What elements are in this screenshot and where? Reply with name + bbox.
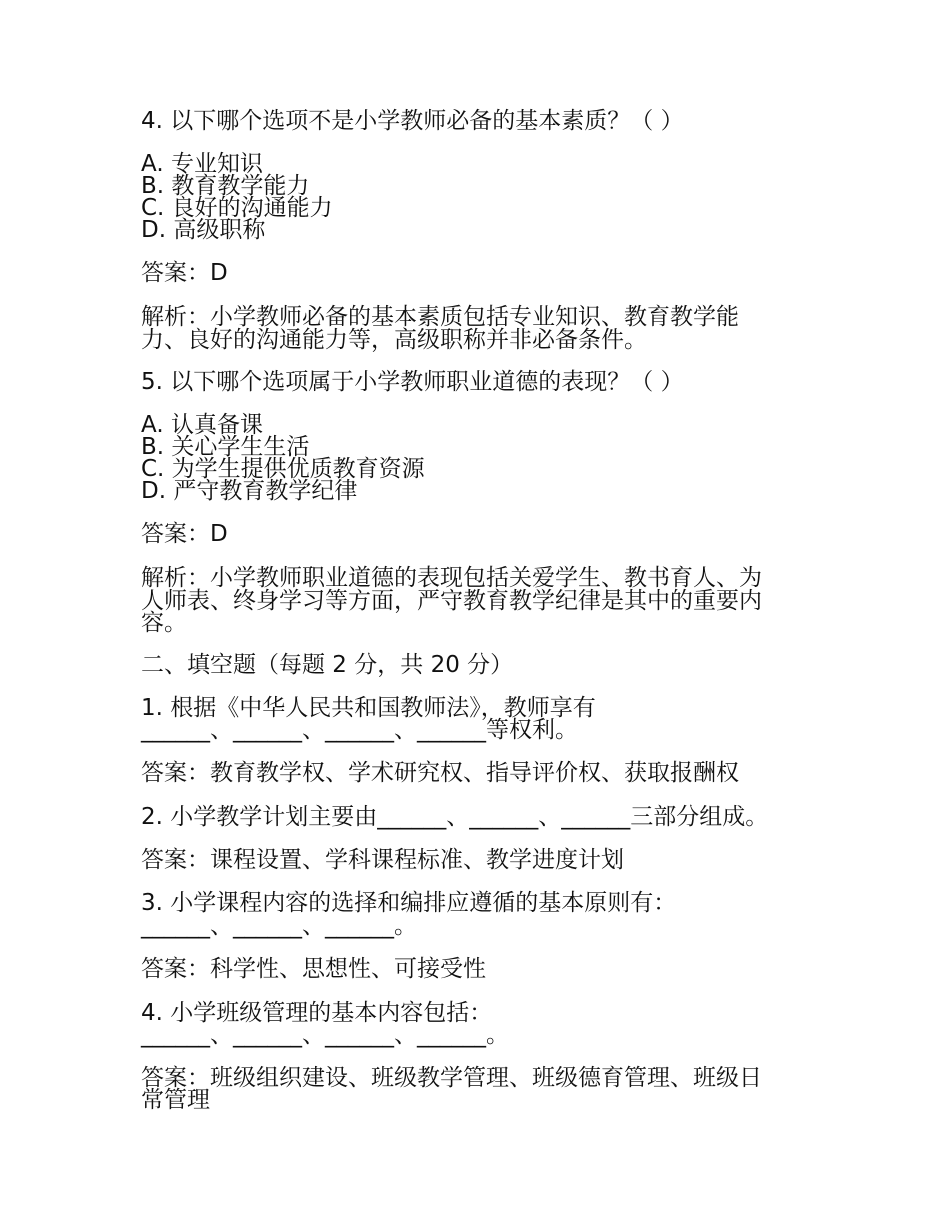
fill-3-line-1: 3. 小学课程内容的选择和编排应遵循的基本原则有： <box>141 890 677 916</box>
q4-option-a: A. 专业知识 <box>141 151 263 177</box>
fill-4-line-1: 4. 小学班级管理的基本内容包括： <box>141 1000 493 1026</box>
fill-1-answer: 答案：教育教学权、学术研究权、指导评价权、获取报酬权 <box>141 760 739 786</box>
q5-analysis-line-3: 容。 <box>141 610 187 636</box>
fill-4-answer-line-1: 答案：班级组织建设、班级教学管理、班级德育管理、班级日 <box>141 1065 762 1091</box>
question-4-text: 4. 以下哪个选项不是小学教师必备的基本素质？（ ） <box>141 108 684 134</box>
q4-option-b: B. 教育教学能力 <box>141 173 310 199</box>
q5-answer: 答案：D <box>141 521 228 547</box>
section-heading: 二、填空题（每题 2 分，共 20 分） <box>141 652 514 678</box>
q5-analysis-line-1: 解析：小学教师职业道德的表现包括关爱学生、教书育人、为 <box>141 565 762 591</box>
fill-1-line-2: ______、______、______、______等权利。 <box>141 717 578 743</box>
fill-2-line-1: 2. 小学教学计划主要由______、______、______三部分组成。 <box>141 804 769 830</box>
fill-1-line-1: 1. 根据《中华人民共和国教师法》，教师享有 <box>141 695 596 721</box>
q4-answer: 答案：D <box>141 260 228 286</box>
fill-4-answer-line-2: 常管理 <box>141 1087 210 1113</box>
q5-option-d: D. 严守教育教学纪律 <box>141 478 358 504</box>
q4-analysis-line-1: 解析：小学教师必备的基本素质包括专业知识、教育教学能 <box>141 304 739 330</box>
q4-analysis-line-2: 力、良好的沟通能力等，高级职称并非必备条件。 <box>141 327 647 353</box>
q5-option-b: B. 关心学生生活 <box>141 434 310 460</box>
q5-option-a: A. 认真备课 <box>141 412 263 438</box>
fill-3-answer: 答案：科学性、思想性、可接受性 <box>141 956 486 982</box>
fill-2-answer: 答案：课程设置、学科课程标准、教学进度计划 <box>141 847 624 873</box>
fill-3-line-2: ______、______、______。 <box>141 913 417 939</box>
q5-option-c: C. 为学生提供优质教育资源 <box>141 456 425 482</box>
q4-option-c: C. 良好的沟通能力 <box>141 195 333 221</box>
question-5-text: 5. 以下哪个选项属于小学教师职业道德的表现？（ ） <box>141 369 684 395</box>
q5-analysis-line-2: 人师表、终身学习等方面，严守教育教学纪律是其中的重要内 <box>141 588 762 614</box>
fill-4-line-2: ______、______、______、______。 <box>141 1022 509 1048</box>
q4-option-d: D. 高级职称 <box>141 217 266 243</box>
